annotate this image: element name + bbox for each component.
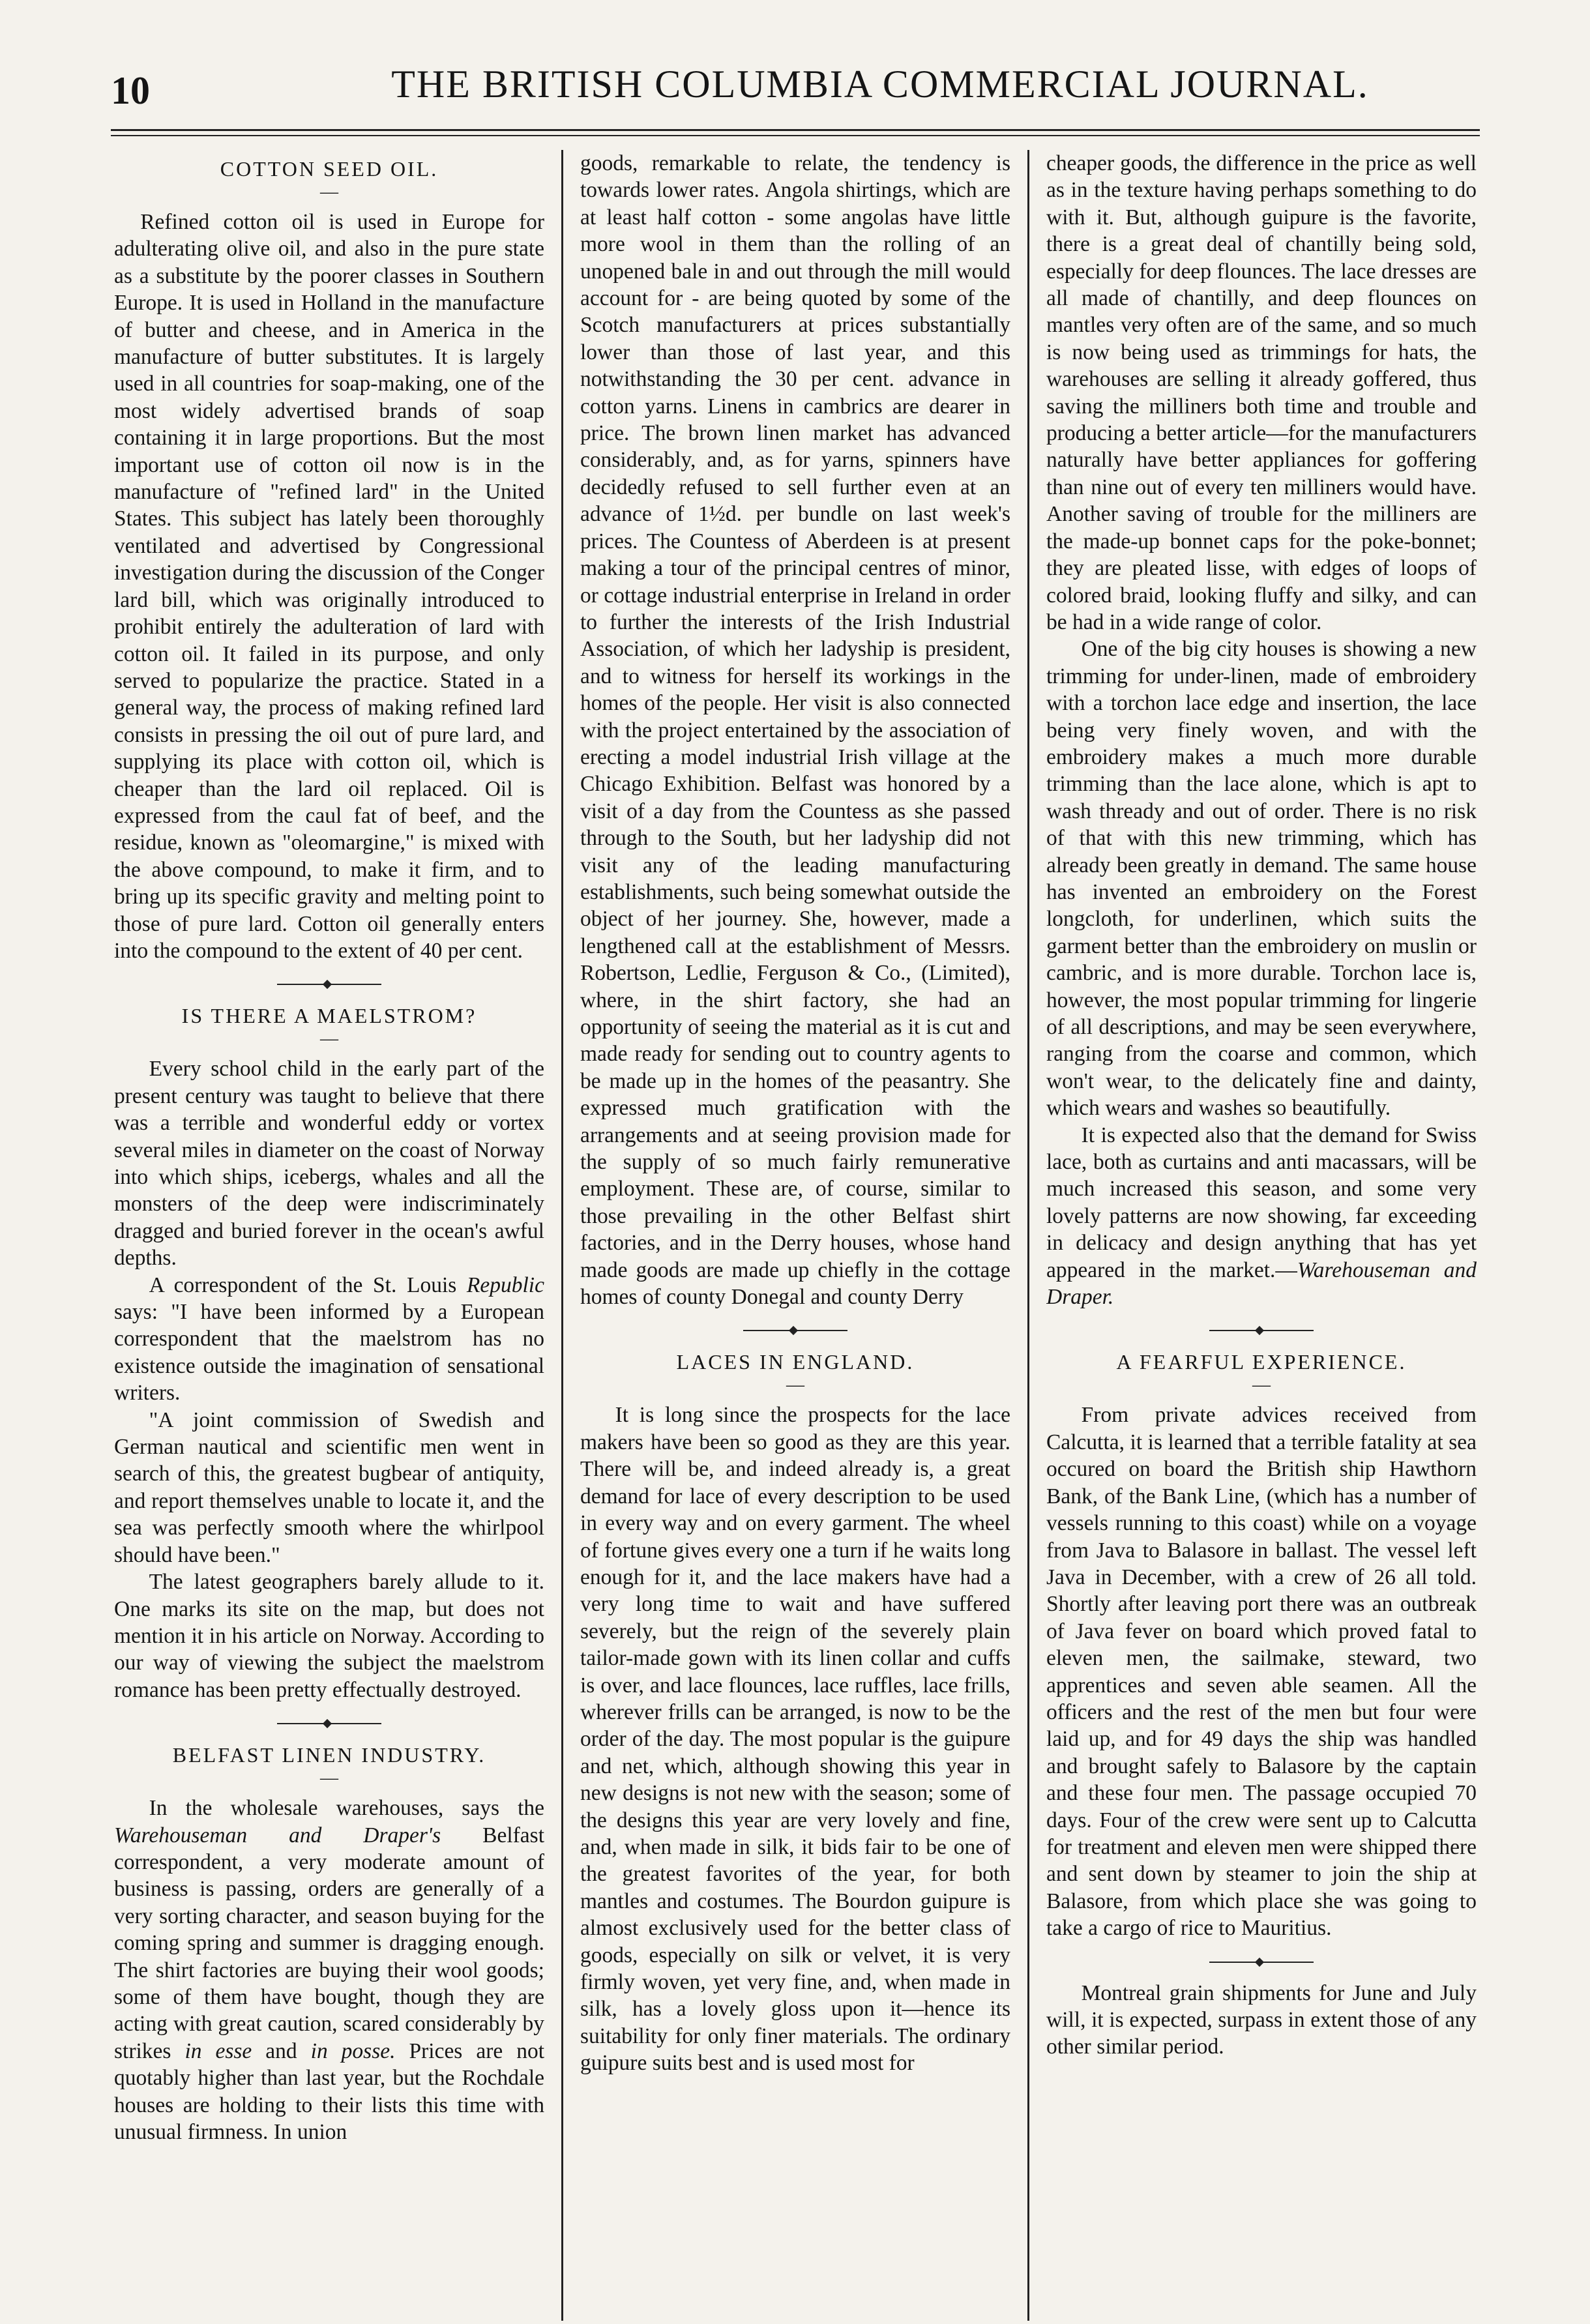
journal-title: THE BRITISH COLUMBIA COMMERCIAL JOURNAL.: [391, 63, 1369, 106]
text-run: Prices are not quotably higher than last year, but the Rochdale houses are holding to their lists this time with unusual firmness. In union: [114, 2038, 544, 2144]
article-columns: [114, 150, 1477, 2321]
text-run: Belfast correspondent, a very moderate amount of business is passing, orders are generally of a very sorting character, and season buying for the coming spring and summer is dragging enough. The shirt factories are buying their wool goods; some of them have bought, though they are acting with great caution, scared considerably by strikes: [114, 1823, 544, 2063]
title-dash: —: [320, 1029, 338, 1050]
article-paragraph: One of the big city houses is showing a new trimming for under-linen, made of embroidery with a torchon lace edge and insertion, the lace being very finely woven, and with the embroidery makes a much more durable trimming than the lace alone, which is apt to wash thready and out of order. There is no risk of that with this new trimming, which has already been greatly in demand. The same house has invented an embroidery on the Forest longcloth, for underlinen, which suits the garment better than the embroidery on muslin or cambric, and is more durable. Torchon lace is, however, the most popular trimming for lingerie of all descriptions, and may be seen everywhere, ranging from the coarse and common, which won't wear, to the delicately fine and dainty, which wears and washes so beautifully.: [1046, 637, 1477, 1121]
article-title-laces: LACES IN ENGLAND.: [676, 1350, 915, 1374]
title-dash: —: [786, 1375, 804, 1396]
title-dash: —: [1252, 1375, 1271, 1396]
article-body-laces: It is long since the prospects for the lace makers have been so good as they are this year. There will be, and indeed already is, a great demand for lace of every description to be used in every way and on every garment. The wheel of fortune gives every one a turn if he waits long enough for it, and the lace makers have had a very long time to wait and have suffered severely, but the reign of the severely plain tailor-made gown with its linen collar and cuffs is over, and lace flounces, lace ruffles, lace frills, wherever frills can be arranged, is now to be the order of the day. The most popular is the guipure and net, which, although showing this year in new designs is not new with the season; some of the designs this year are very lovely and fine, and, when made in silk, it bids fair to be one of the greatest favorites of the year, for both mantles and costumes. The Bourdon guipure is almost exclusively used for the better class of goods, especially on silk or velvet, it is very firmly woven, yet very fine, and, when made in silk, has a lovely gloss upon it—hence its suitability for only finer materials. The ordinary guipure suits best and is used most for: [580, 1403, 1010, 2076]
article-title-maelstrom: IS THERE A MAELSTROM?: [181, 1004, 477, 1028]
page-header: [111, 62, 1480, 121]
article-paragraph: [1046, 1122, 1477, 1311]
text-run: A correspondent of the St. Louis: [149, 1272, 467, 1297]
text-run: and: [252, 2038, 311, 2063]
article-paragraph: [114, 1795, 544, 2145]
article-continuation-belfast: goods, remarkable to relate, the tendency is towards lower rates. Angola shirtings, which are at least half cotton - some angolas have little more wool in them than the rolling of an unopened bale in and out through the mill would account for - are being quoted by some of the Scotch manufacturers at prices substantially lower than those of last year, and this notwithstanding the 30 per cent. advance in cotton yarns. Linens in cambrics are dearer in price. The brown linen market has advanced considerably, and, as for yarns, spinners have decidedly refused to sell further even at an advance of 1½d. per bundle on last week's prices. The Countess of Aberdeen is at present making a tour of the principal centres of minor, or cottage industrial enterprise in Ireland in order to further the interests of the Irish Industrial Association, of which her ladyship is president, and to witness for herself its workings in the homes of the people. Her visit is also connected with the project entertained by the association of erecting a model industrial Irish village at the Chicago Exhibition. Belfast was honored by a visit of a day from the Countess as she passed through to the South, but her ladyship did not visit any of the leading manufacturing establishments, such being somewhat outside the object of her journey. She, however, made a lengthened call at the establishment of Messrs. Robertson, Ledlie, Ferguson & Co., (Limited), where, in the shirt factory, she had an opportunity of seeing the material as it is cut and made ready for sending out to country agents to be made up in the homes of the peasantry. She expressed much gratification with the arrangements and at seeing provision made for the supply of so much fairly remunerative employment. These are, of course, similar to those prevailing in the other Belfast shirt factories, and in the Derry houses, whose hand made goods are made up chiefly in the cottage homes of county Donegal and county Derry: [580, 151, 1010, 1310]
article-paragraph: "A joint commission of Swedish and German nautical and scientific men went in search of this, the greatest bugbear of antiquity, and report themselves unable to locate it, and the sea was perfectly smooth where the whirlpool should have been.": [114, 1407, 544, 1567]
text-run: It is expected also that the demand for Swiss lace, both as curtains and anti macassars, will be much increased this season, and some very lovely patterns are now showing, far exceeding in delicacy and design anything that has yet appeared in the market.—: [1046, 1123, 1477, 1282]
section-separator: [743, 1327, 847, 1334]
column-2: [580, 150, 1010, 2321]
column-1: [114, 150, 544, 2321]
article-paragraph: The latest geographers barely allude to it. One marks its site on the map, but does not mention it in his article on Norway. According to our way of viewing the subject the maelstrom romance has been pretty effectually destroyed.: [114, 1570, 544, 1702]
article-body-fearful-experience: From private advices received from Calcutta, it is learned that a terrible fatality at sea occured on board the British ship Hawthorn Bank, of the Bank Line, (which has a number of vessels running to this coast) while on a voyage from Java to Balasore in ballast. The vessel left Java in December, with a crew of 26 all told. Shortly after leaving port there was an outbreak of Java fever on board which proved fatal to eleven men, the sailmake, steward, two apprentices and seven able seamen. All the officers and the rest of the men but four were laid up, and for 49 days the ship was handled and brought safely to Balasore by the captain and these four men. The passage occupied 70 days. Four of the crew were sent up to Calcutta for treatment and eleven men were shipped there and sent down by steamer to join the ship at Balasore, from which place she was going to take a cargo of rice to Mauritius.: [1046, 1403, 1477, 1941]
column-divider: [561, 150, 563, 2321]
article-continuation-laces: cheaper goods, the difference in the price as well as in the texture having perhaps something to do with it. But, although guipure is the favorite, there is a great deal of chantilly being sold, especially for deep flounces. The lace dresses are all made of chantilly, and deep flounces on mantles very often are of the same, and so much is now being used as trimmings for hats, the warehouses are selling it already goffered, thus saving the milliners both time and trouble and producing a better article—for the manufacturers naturally have better appliances for goffering than nine out of every ten milliners would have. Another saving of trouble for the milliners are the made-up bonnet caps for the poke-bonnet; they are pleated lisse, with edges of loops of colored braid, looking fluffy and silky, and can be had in a wide range of color.: [1046, 151, 1477, 634]
publication-name: Warehouseman and Draper.: [1046, 1258, 1477, 1310]
article-title-fearful-experience: A FEARFUL EXPERIENCE.: [1116, 1350, 1407, 1374]
latin-phrase: in posse.: [310, 2038, 396, 2063]
column-divider: [1027, 150, 1029, 2321]
text-run: In the wholesale warehouses, says the: [149, 1796, 544, 1821]
section-separator: [277, 981, 381, 988]
text-run: says: "I have been informed by a European correspondent that the maelstrom has no existence outside the imagination of sensational writers.: [114, 1300, 544, 1405]
column-3: [1046, 150, 1477, 2321]
article-paragraph: Every school child in the early part of the present century was taught to believe that there was a terrible and wonderful eddy or vortex several miles in diameter on the coast of Norway into which ships, icebergs, whales and all the monsters of the deep were indiscriminately dragged and buried forever in the ocean's awful depths.: [114, 1057, 544, 1271]
article-body-cotton-seed-oil: Refined cotton oil is used in Europe for adulterating olive oil, and also in the pure state as a substitute by the poorer classes in Southern Europe. It is used in Holland in the manufacture of butter and cheese, and in America in the manufacture of butter substitutes. It is largely used in all countries for soap-making, one of the most widely advertised brands of soap containing it in large proportions. But the most important use of cotton oil now is in the manufacture of "refined lard" in the United States. This subject has lately been thoroughly ventilated and advertised by Congressional investigation during the discussion of the Conger lard bill, which was originally introduced to prohibit entirely the adulteration of lard with cotton oil. It failed in its purpose, and only served to popularize the practice. Stated in a general way, the process of making refined lard consists in pressing the oil out of pure lard, and supplying its place with cotton oil, which is cheaper than the lard oil replaced. Oil is expressed from the caul fat of beef, and the residue, known as "oleomargine," is mixed with the above compound, to make it firm, and to bring up its specific gravity and melting point to those of pure lard. Cotton oil generally enters into the compound to the extent of 40 per cent.: [114, 210, 544, 963]
title-dash: —: [320, 182, 338, 202]
publication-name: Warehouseman and Draper's: [114, 1823, 441, 1847]
latin-phrase: in esse: [184, 2038, 252, 2063]
page-number: 10: [111, 69, 150, 112]
section-separator: [1209, 1959, 1314, 1965]
article-title-belfast-linen: BELFAST LINEN INDUSTRY.: [172, 1743, 486, 1767]
header-rule-bottom: [111, 135, 1480, 136]
header-rule-top: [111, 129, 1480, 131]
section-separator: [1209, 1327, 1314, 1334]
news-item-grain-shipments: Montreal grain shipments for June and July will, it is expected, surpass in extent those of any other similar period.: [1046, 1980, 1477, 2059]
title-dash: —: [320, 1768, 338, 1789]
publication-name: Republic: [466, 1272, 544, 1297]
article-title-cotton-seed-oil: COTTON SEED OIL.: [220, 157, 439, 181]
article-paragraph: [114, 1272, 544, 1407]
section-separator: [277, 1720, 381, 1727]
